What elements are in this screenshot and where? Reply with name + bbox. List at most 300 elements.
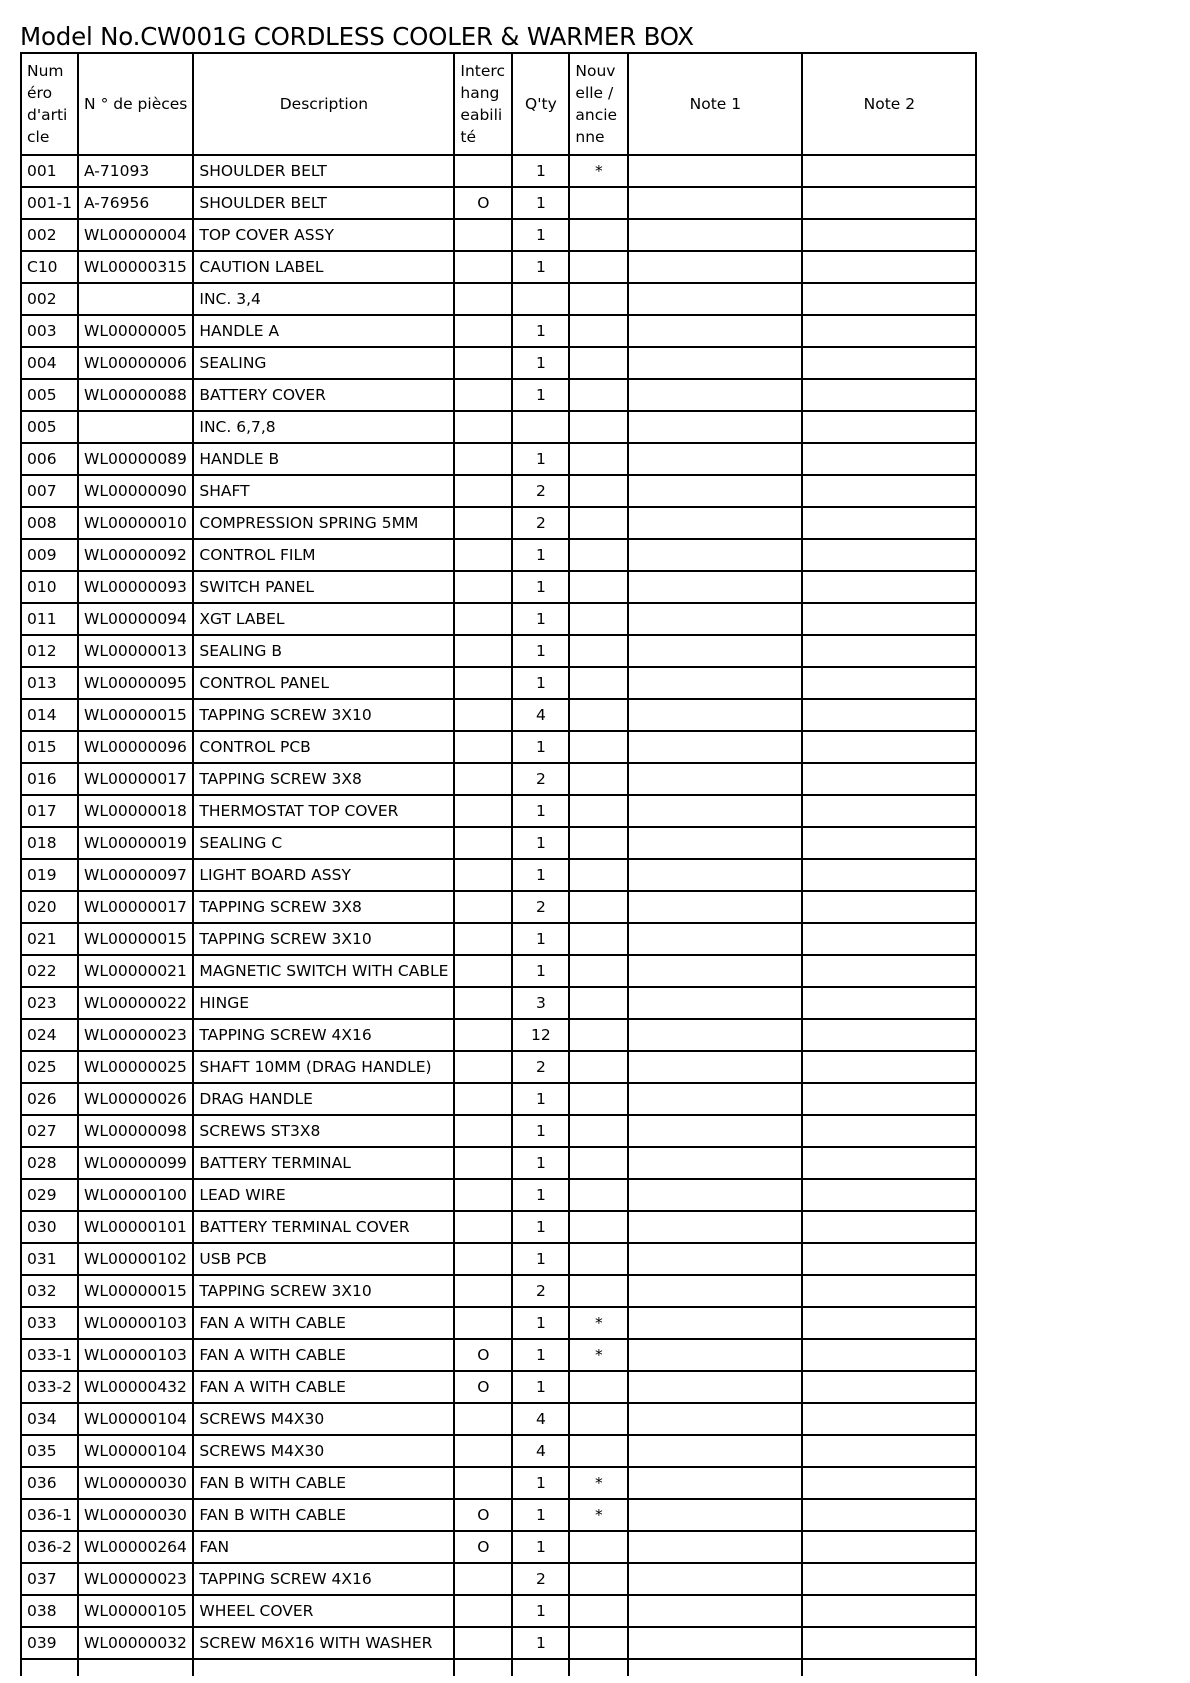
cell-part-no: WL00000264 [78, 1531, 193, 1563]
cell-description: CAUTION LABEL [193, 251, 454, 283]
cell-note2 [802, 155, 976, 187]
cell-note1 [628, 315, 802, 347]
cell-item-no: 018 [21, 827, 78, 859]
cell-description: SWITCH PANEL [193, 571, 454, 603]
cell-note1 [628, 1499, 802, 1531]
cell-qty: 1 [512, 1371, 569, 1403]
cell-part-no: WL00000017 [78, 891, 193, 923]
cell-part-no: WL00000104 [78, 1403, 193, 1435]
cell-part-no: WL00000004 [78, 219, 193, 251]
cell-description: TAPPING SCREW 3X8 [193, 891, 454, 923]
cell-interchangeability [454, 731, 512, 763]
cell-interchangeability: O [454, 1531, 512, 1563]
cell-new-old [569, 1083, 628, 1115]
cell-description: FAN A WITH CABLE [193, 1339, 454, 1371]
cell-description: SEALING B [193, 635, 454, 667]
cell-note1 [628, 187, 802, 219]
cell-new-old: * [569, 1339, 628, 1371]
empty-cell [21, 1659, 78, 1676]
cell-qty: 1 [512, 1339, 569, 1371]
cell-note1 [628, 1627, 802, 1659]
table-row [21, 1627, 976, 1659]
cell-note1 [628, 475, 802, 507]
cell-note1 [628, 507, 802, 539]
cell-note2 [802, 827, 976, 859]
cell-part-no: WL00000015 [78, 699, 193, 731]
cell-new-old [569, 379, 628, 411]
cell-item-no: 003 [21, 315, 78, 347]
cell-item-no: 034 [21, 1403, 78, 1435]
cell-interchangeability [454, 315, 512, 347]
table-row [21, 987, 976, 1019]
table-row [21, 699, 976, 731]
cell-item-no: 002 [21, 283, 78, 315]
cell-interchangeability [454, 1595, 512, 1627]
table-row [21, 1499, 976, 1531]
cell-item-no: 039 [21, 1627, 78, 1659]
cell-interchangeability: O [454, 1371, 512, 1403]
cell-qty: 1 [512, 443, 569, 475]
cell-qty: 1 [512, 603, 569, 635]
cell-description: LIGHT BOARD ASSY [193, 859, 454, 891]
cell-description: TAPPING SCREW 3X10 [193, 699, 454, 731]
cell-interchangeability [454, 1211, 512, 1243]
cell-part-no: WL00000100 [78, 1179, 193, 1211]
table-row [21, 1371, 976, 1403]
cell-interchangeability [454, 1307, 512, 1339]
cell-qty: 2 [512, 1563, 569, 1595]
cell-interchangeability [454, 859, 512, 891]
cell-qty: 1 [512, 1115, 569, 1147]
cell-qty: 1 [512, 923, 569, 955]
cell-part-no: WL00000006 [78, 347, 193, 379]
table-row [21, 1403, 976, 1435]
cell-note2 [802, 763, 976, 795]
cell-new-old [569, 251, 628, 283]
cell-description: HINGE [193, 987, 454, 1019]
table-row [21, 539, 976, 571]
cell-part-no: WL00000090 [78, 475, 193, 507]
cell-interchangeability [454, 891, 512, 923]
cell-interchangeability [454, 507, 512, 539]
cell-interchangeability: O [454, 1499, 512, 1531]
cell-description: HANDLE A [193, 315, 454, 347]
cell-item-no: 007 [21, 475, 78, 507]
cell-new-old: * [569, 1307, 628, 1339]
cell-item-no: 036 [21, 1467, 78, 1499]
cell-item-no: 019 [21, 859, 78, 891]
cell-qty: 3 [512, 987, 569, 1019]
cell-new-old [569, 699, 628, 731]
table-row [21, 795, 976, 827]
cell-qty: 12 [512, 1019, 569, 1051]
cell-note1 [628, 1371, 802, 1403]
cell-new-old [569, 283, 628, 315]
cell-item-no: 028 [21, 1147, 78, 1179]
cell-new-old [569, 923, 628, 955]
cell-note1 [628, 155, 802, 187]
cell-note1 [628, 219, 802, 251]
cell-interchangeability [454, 443, 512, 475]
cell-note2 [802, 219, 976, 251]
cell-note2 [802, 1339, 976, 1371]
cell-note1 [628, 1307, 802, 1339]
table-row [21, 1275, 976, 1307]
cell-interchangeability [454, 475, 512, 507]
cell-note1 [628, 1275, 802, 1307]
cell-interchangeability [454, 699, 512, 731]
cell-new-old [569, 827, 628, 859]
cell-description: SHOULDER BELT [193, 187, 454, 219]
cell-note1 [628, 539, 802, 571]
cell-qty: 1 [512, 1531, 569, 1563]
cell-interchangeability [454, 955, 512, 987]
cell-part-no: WL00000026 [78, 1083, 193, 1115]
cell-item-no: 022 [21, 955, 78, 987]
cell-new-old [569, 1371, 628, 1403]
cell-note1 [628, 251, 802, 283]
cell-part-no: WL00000025 [78, 1051, 193, 1083]
cell-note2 [802, 1371, 976, 1403]
cell-new-old [569, 475, 628, 507]
cell-description: TAPPING SCREW 3X10 [193, 923, 454, 955]
cell-interchangeability [454, 1563, 512, 1595]
table-row [21, 827, 976, 859]
cell-note2 [802, 1115, 976, 1147]
cell-qty: 1 [512, 667, 569, 699]
cell-description: INC. 6,7,8 [193, 411, 454, 443]
empty-cell [512, 1659, 569, 1676]
cell-description: FAN [193, 1531, 454, 1563]
cell-qty: 2 [512, 891, 569, 923]
cell-interchangeability [454, 1627, 512, 1659]
cell-qty: 1 [512, 1499, 569, 1531]
cell-qty: 1 [512, 1627, 569, 1659]
cell-new-old [569, 443, 628, 475]
cell-interchangeability [454, 1275, 512, 1307]
cell-new-old [569, 347, 628, 379]
cell-part-no: WL00000432 [78, 1371, 193, 1403]
cell-qty: 1 [512, 1243, 569, 1275]
cell-note1 [628, 763, 802, 795]
cell-interchangeability [454, 667, 512, 699]
cell-part-no: WL00000102 [78, 1243, 193, 1275]
table-row [21, 347, 976, 379]
cell-qty [512, 411, 569, 443]
cell-qty: 2 [512, 507, 569, 539]
empty-cell [454, 1659, 512, 1676]
cell-new-old [569, 187, 628, 219]
header-qty: Q'ty [512, 53, 569, 155]
cell-new-old [569, 1435, 628, 1467]
cell-note1 [628, 1403, 802, 1435]
cell-interchangeability [454, 379, 512, 411]
table-row [21, 1435, 976, 1467]
cell-qty: 1 [512, 731, 569, 763]
cell-note1 [628, 1179, 802, 1211]
cell-note1 [628, 379, 802, 411]
cell-part-no: WL00000101 [78, 1211, 193, 1243]
cell-note2 [802, 1403, 976, 1435]
cell-part-no: WL00000030 [78, 1499, 193, 1531]
cell-qty: 1 [512, 1147, 569, 1179]
cell-qty: 4 [512, 1403, 569, 1435]
cell-note1 [628, 635, 802, 667]
cell-new-old: * [569, 1467, 628, 1499]
cell-note2 [802, 859, 976, 891]
cell-interchangeability: O [454, 1339, 512, 1371]
cell-description: THERMOSTAT TOP COVER [193, 795, 454, 827]
cell-note1 [628, 283, 802, 315]
cell-new-old [569, 795, 628, 827]
cell-description: HANDLE B [193, 443, 454, 475]
cell-note1 [628, 1243, 802, 1275]
cell-new-old [569, 987, 628, 1019]
cell-new-old [569, 1275, 628, 1307]
cell-qty: 1 [512, 155, 569, 187]
cell-description: COMPRESSION SPRING 5MM [193, 507, 454, 539]
cell-qty: 1 [512, 859, 569, 891]
cell-part-no: WL00000019 [78, 827, 193, 859]
cell-note2 [802, 1435, 976, 1467]
cell-item-no: 033 [21, 1307, 78, 1339]
header-new-old: Nouvelle / ancienne [569, 53, 628, 155]
cell-new-old [569, 635, 628, 667]
cell-note2 [802, 1179, 976, 1211]
cell-interchangeability [454, 155, 512, 187]
cell-description: SCREWS M4X30 [193, 1435, 454, 1467]
table-row [21, 507, 976, 539]
cell-note2 [802, 795, 976, 827]
cell-item-no: 031 [21, 1243, 78, 1275]
cell-description: FAN B WITH CABLE [193, 1499, 454, 1531]
table-row [21, 1531, 976, 1563]
table-row [21, 1019, 976, 1051]
table-row [21, 379, 976, 411]
cell-description: XGT LABEL [193, 603, 454, 635]
cell-part-no: WL00000088 [78, 379, 193, 411]
cell-new-old [569, 1179, 628, 1211]
page-title: Model No.CW001G CORDLESS COOLER & WARMER BOX [20, 22, 694, 51]
cell-note1 [628, 731, 802, 763]
cell-note2 [802, 1563, 976, 1595]
table-row [21, 1467, 976, 1499]
cell-note1 [628, 1211, 802, 1243]
cell-description: TAPPING SCREW 4X16 [193, 1019, 454, 1051]
cell-part-no: WL00000023 [78, 1019, 193, 1051]
cell-item-no: 036-2 [21, 1531, 78, 1563]
cell-qty: 1 [512, 635, 569, 667]
cell-note1 [628, 1147, 802, 1179]
cell-item-no: 010 [21, 571, 78, 603]
header-part-no: N ° de pièces [78, 53, 193, 155]
cell-note2 [802, 1307, 976, 1339]
cell-new-old [569, 411, 628, 443]
cell-item-no: 021 [21, 923, 78, 955]
cell-item-no: 005 [21, 411, 78, 443]
cell-interchangeability [454, 923, 512, 955]
cell-part-no: A-76956 [78, 187, 193, 219]
cell-interchangeability [454, 1147, 512, 1179]
cell-item-no: 038 [21, 1595, 78, 1627]
cell-interchangeability [454, 795, 512, 827]
cell-note2 [802, 411, 976, 443]
cell-item-no: 008 [21, 507, 78, 539]
cell-note2 [802, 539, 976, 571]
cell-note2 [802, 443, 976, 475]
cell-note2 [802, 379, 976, 411]
cell-qty: 1 [512, 1179, 569, 1211]
cell-qty: 4 [512, 1435, 569, 1467]
empty-cell [569, 1659, 628, 1676]
cell-note2 [802, 923, 976, 955]
cell-item-no: 004 [21, 347, 78, 379]
cell-note1 [628, 443, 802, 475]
cell-item-no: 016 [21, 763, 78, 795]
cell-part-no: WL00000098 [78, 1115, 193, 1147]
cell-new-old [569, 1243, 628, 1275]
cell-interchangeability [454, 1403, 512, 1435]
cell-description: CONTROL PANEL [193, 667, 454, 699]
cell-qty: 1 [512, 1307, 569, 1339]
cell-note2 [802, 955, 976, 987]
cell-note1 [628, 1083, 802, 1115]
cell-note2 [802, 251, 976, 283]
cell-description: SCREWS M4X30 [193, 1403, 454, 1435]
cell-item-no: 036-1 [21, 1499, 78, 1531]
cell-new-old [569, 955, 628, 987]
cell-item-no: 006 [21, 443, 78, 475]
cell-interchangeability [454, 283, 512, 315]
empty-cell [628, 1659, 802, 1676]
table-row [21, 955, 976, 987]
cell-new-old [569, 859, 628, 891]
cell-description: SCREW M6X16 WITH WASHER [193, 1627, 454, 1659]
cell-description: BATTERY TERMINAL COVER [193, 1211, 454, 1243]
cell-note2 [802, 1275, 976, 1307]
cell-new-old [569, 1595, 628, 1627]
cell-note2 [802, 1019, 976, 1051]
table-row [21, 155, 976, 187]
table-row [21, 571, 976, 603]
table-row [21, 1595, 976, 1627]
table-row [21, 603, 976, 635]
cell-new-old [569, 1147, 628, 1179]
cell-qty: 1 [512, 219, 569, 251]
cell-new-old [569, 731, 628, 763]
cell-note1 [628, 923, 802, 955]
cell-part-no: WL00000015 [78, 1275, 193, 1307]
cell-new-old [569, 1211, 628, 1243]
cell-note2 [802, 1595, 976, 1627]
cell-item-no: 032 [21, 1275, 78, 1307]
cell-part-no: WL00000103 [78, 1339, 193, 1371]
cell-item-no: 024 [21, 1019, 78, 1051]
cell-item-no: 033-1 [21, 1339, 78, 1371]
cell-note1 [628, 1115, 802, 1147]
parts-table [20, 52, 977, 1676]
cell-part-no: WL00000103 [78, 1307, 193, 1339]
cell-qty: 2 [512, 763, 569, 795]
cell-new-old: * [569, 1499, 628, 1531]
table-row [21, 283, 976, 315]
cell-item-no: 015 [21, 731, 78, 763]
table-row [21, 891, 976, 923]
cell-note1 [628, 827, 802, 859]
cell-description: DRAG HANDLE [193, 1083, 454, 1115]
cell-new-old [569, 219, 628, 251]
cell-qty: 1 [512, 1211, 569, 1243]
cell-note2 [802, 891, 976, 923]
cell-new-old [569, 1019, 628, 1051]
cell-interchangeability [454, 411, 512, 443]
cell-item-no: 033-2 [21, 1371, 78, 1403]
table-row [21, 1339, 976, 1371]
cell-interchangeability [454, 987, 512, 1019]
cell-new-old: * [569, 155, 628, 187]
cell-interchangeability: O [454, 187, 512, 219]
cell-qty: 1 [512, 1467, 569, 1499]
cell-description: SHAFT 10MM (DRAG HANDLE) [193, 1051, 454, 1083]
table-row [21, 1147, 976, 1179]
cell-qty: 2 [512, 1051, 569, 1083]
cell-note1 [628, 1595, 802, 1627]
cell-description: INC. 3,4 [193, 283, 454, 315]
cell-description: SHAFT [193, 475, 454, 507]
cell-new-old [569, 1115, 628, 1147]
table-row-partial [21, 1659, 976, 1676]
cell-note2 [802, 1211, 976, 1243]
cell-note2 [802, 987, 976, 1019]
cell-qty: 1 [512, 1083, 569, 1115]
cell-description: CONTROL PCB [193, 731, 454, 763]
table-row [21, 923, 976, 955]
table-row [21, 219, 976, 251]
cell-interchangeability [454, 219, 512, 251]
cell-description: TAPPING SCREW 3X8 [193, 763, 454, 795]
table-row [21, 443, 976, 475]
table-row [21, 315, 976, 347]
cell-note1 [628, 699, 802, 731]
cell-interchangeability [454, 1179, 512, 1211]
cell-new-old [569, 315, 628, 347]
cell-description: FAN B WITH CABLE [193, 1467, 454, 1499]
cell-interchangeability [454, 1115, 512, 1147]
cell-qty: 1 [512, 315, 569, 347]
cell-description: SHOULDER BELT [193, 155, 454, 187]
cell-qty: 2 [512, 1275, 569, 1307]
cell-item-no: 025 [21, 1051, 78, 1083]
cell-note2 [802, 347, 976, 379]
table-row [21, 1083, 976, 1115]
empty-cell [78, 1659, 193, 1676]
cell-qty: 1 [512, 187, 569, 219]
table-row [21, 1563, 976, 1595]
table-row [21, 1307, 976, 1339]
cell-note1 [628, 571, 802, 603]
cell-item-no: 023 [21, 987, 78, 1019]
cell-interchangeability [454, 763, 512, 795]
cell-qty: 1 [512, 795, 569, 827]
cell-note1 [628, 1531, 802, 1563]
header-item-no: Numéro d'article [21, 53, 78, 155]
cell-note1 [628, 411, 802, 443]
cell-note1 [628, 955, 802, 987]
cell-new-old [569, 763, 628, 795]
cell-part-no: WL00000017 [78, 763, 193, 795]
cell-item-no: 026 [21, 1083, 78, 1115]
table-row [21, 1211, 976, 1243]
